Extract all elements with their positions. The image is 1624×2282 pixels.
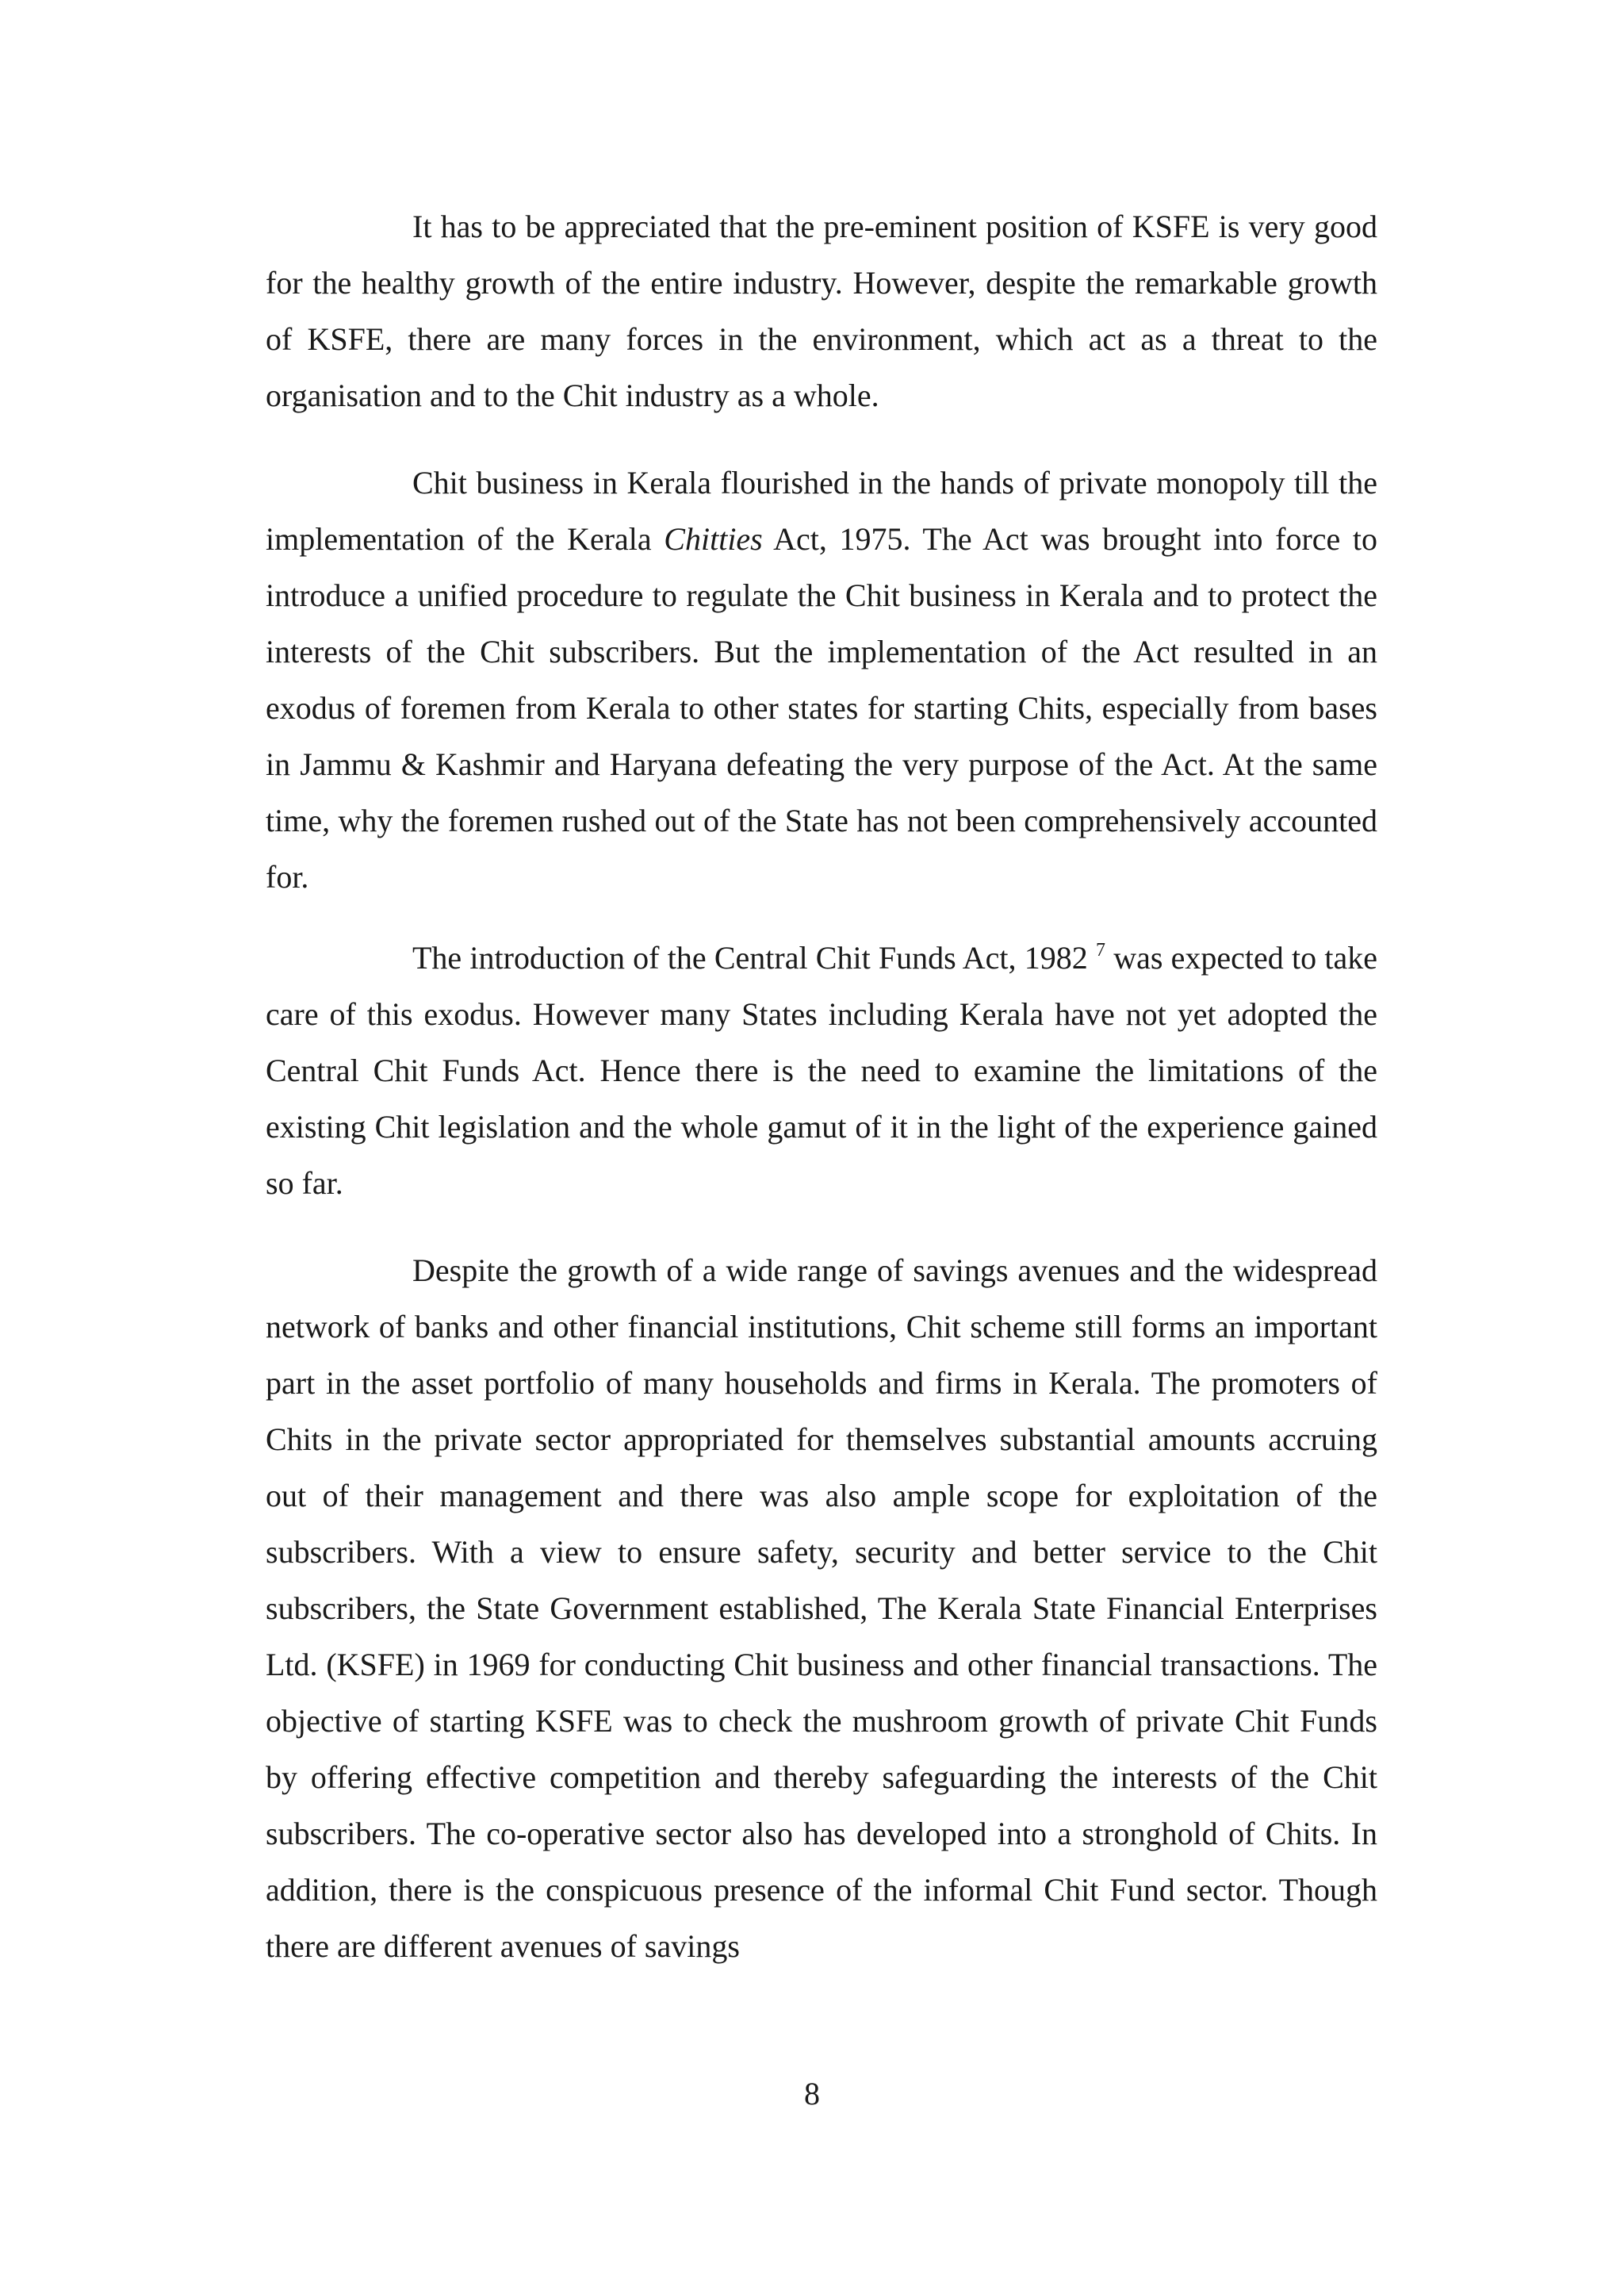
paragraph-text	[266, 930, 1377, 1211]
paragraph-central-chit-funds-act	[266, 930, 1377, 1211]
paragraph-text: Despite the growth of a wide range of savings avenues and the widespread network of banks and other financial institutions, Chit scheme still forms an important part in the asset portfolio of many households and firms in Kerala. The promoters of Chits in the private sector appropriated for themselves substantial amounts accruing out of their management and there was also ample scope for exploitation of the subscribers. With a view to ensure safety, security and better service to the Chit subscribers, the State Government established, The Kerala State Financial Enterprises Ltd. (KSFE) in 1969 for conducting Chit business and other financial transactions. The objective of starting KSFE was to check the mushroom growth of private Chit Funds by offering effective competition and thereby safeguarding the interests of the Chit subscribers. The co-operative sector also has developed into a stronghold of Chits. In addition, there is the conspicuous presence of the informal Chit Fund sector. Though there are different avenues of savings	[266, 1252, 1377, 1964]
paragraph-savings-avenues	[266, 1242, 1377, 1974]
paragraph-ksfe-position	[266, 198, 1377, 424]
paragraph-chitties-act	[266, 454, 1377, 905]
text-run: Act, 1975. The Act was brought into force to introduce a unified procedure to regulate the Chit business in Kerala and to protect the interests of the Chit subscribers. But the implementation of the Act resulted in an exodus of foremen from Kerala to other states for starting Chits, especially from bases in Jammu & Kashmir and Haryana defeating the very purpose of the Act. At the same time, why the foremen rushed out of the State has not been comprehensively accounted for.	[266, 521, 1377, 895]
paragraph-text: It has to be appreciated that the pre-eminent position of KSFE is very good for the healthy growth of the entire industry. However, despite the remarkable growth of KSFE, there are many forces in the environment, which act as a threat to the organisation and to the Chit industry as a whole.	[266, 209, 1377, 413]
text-run: Chit business in Kerala flourished in the hands of private monopoly till the implementation of the Kerala	[266, 465, 1377, 557]
footnote-reference: 7	[1096, 940, 1105, 961]
paragraph-text	[266, 454, 1377, 905]
text-run: was expected to take care of this exodus. However many States including Kerala have not yet adopted the Central Chit Funds Act. Hence there is the need to examine the limitations of the existing Chit legislation and the whole gamut of it in the light of the experience gained so far.	[266, 940, 1377, 1201]
italic-act-name: Chitties	[664, 521, 763, 557]
page-number: 8	[804, 2076, 820, 2111]
text-run: The introduction of the Central Chit Funds Act, 1982	[412, 940, 1088, 976]
